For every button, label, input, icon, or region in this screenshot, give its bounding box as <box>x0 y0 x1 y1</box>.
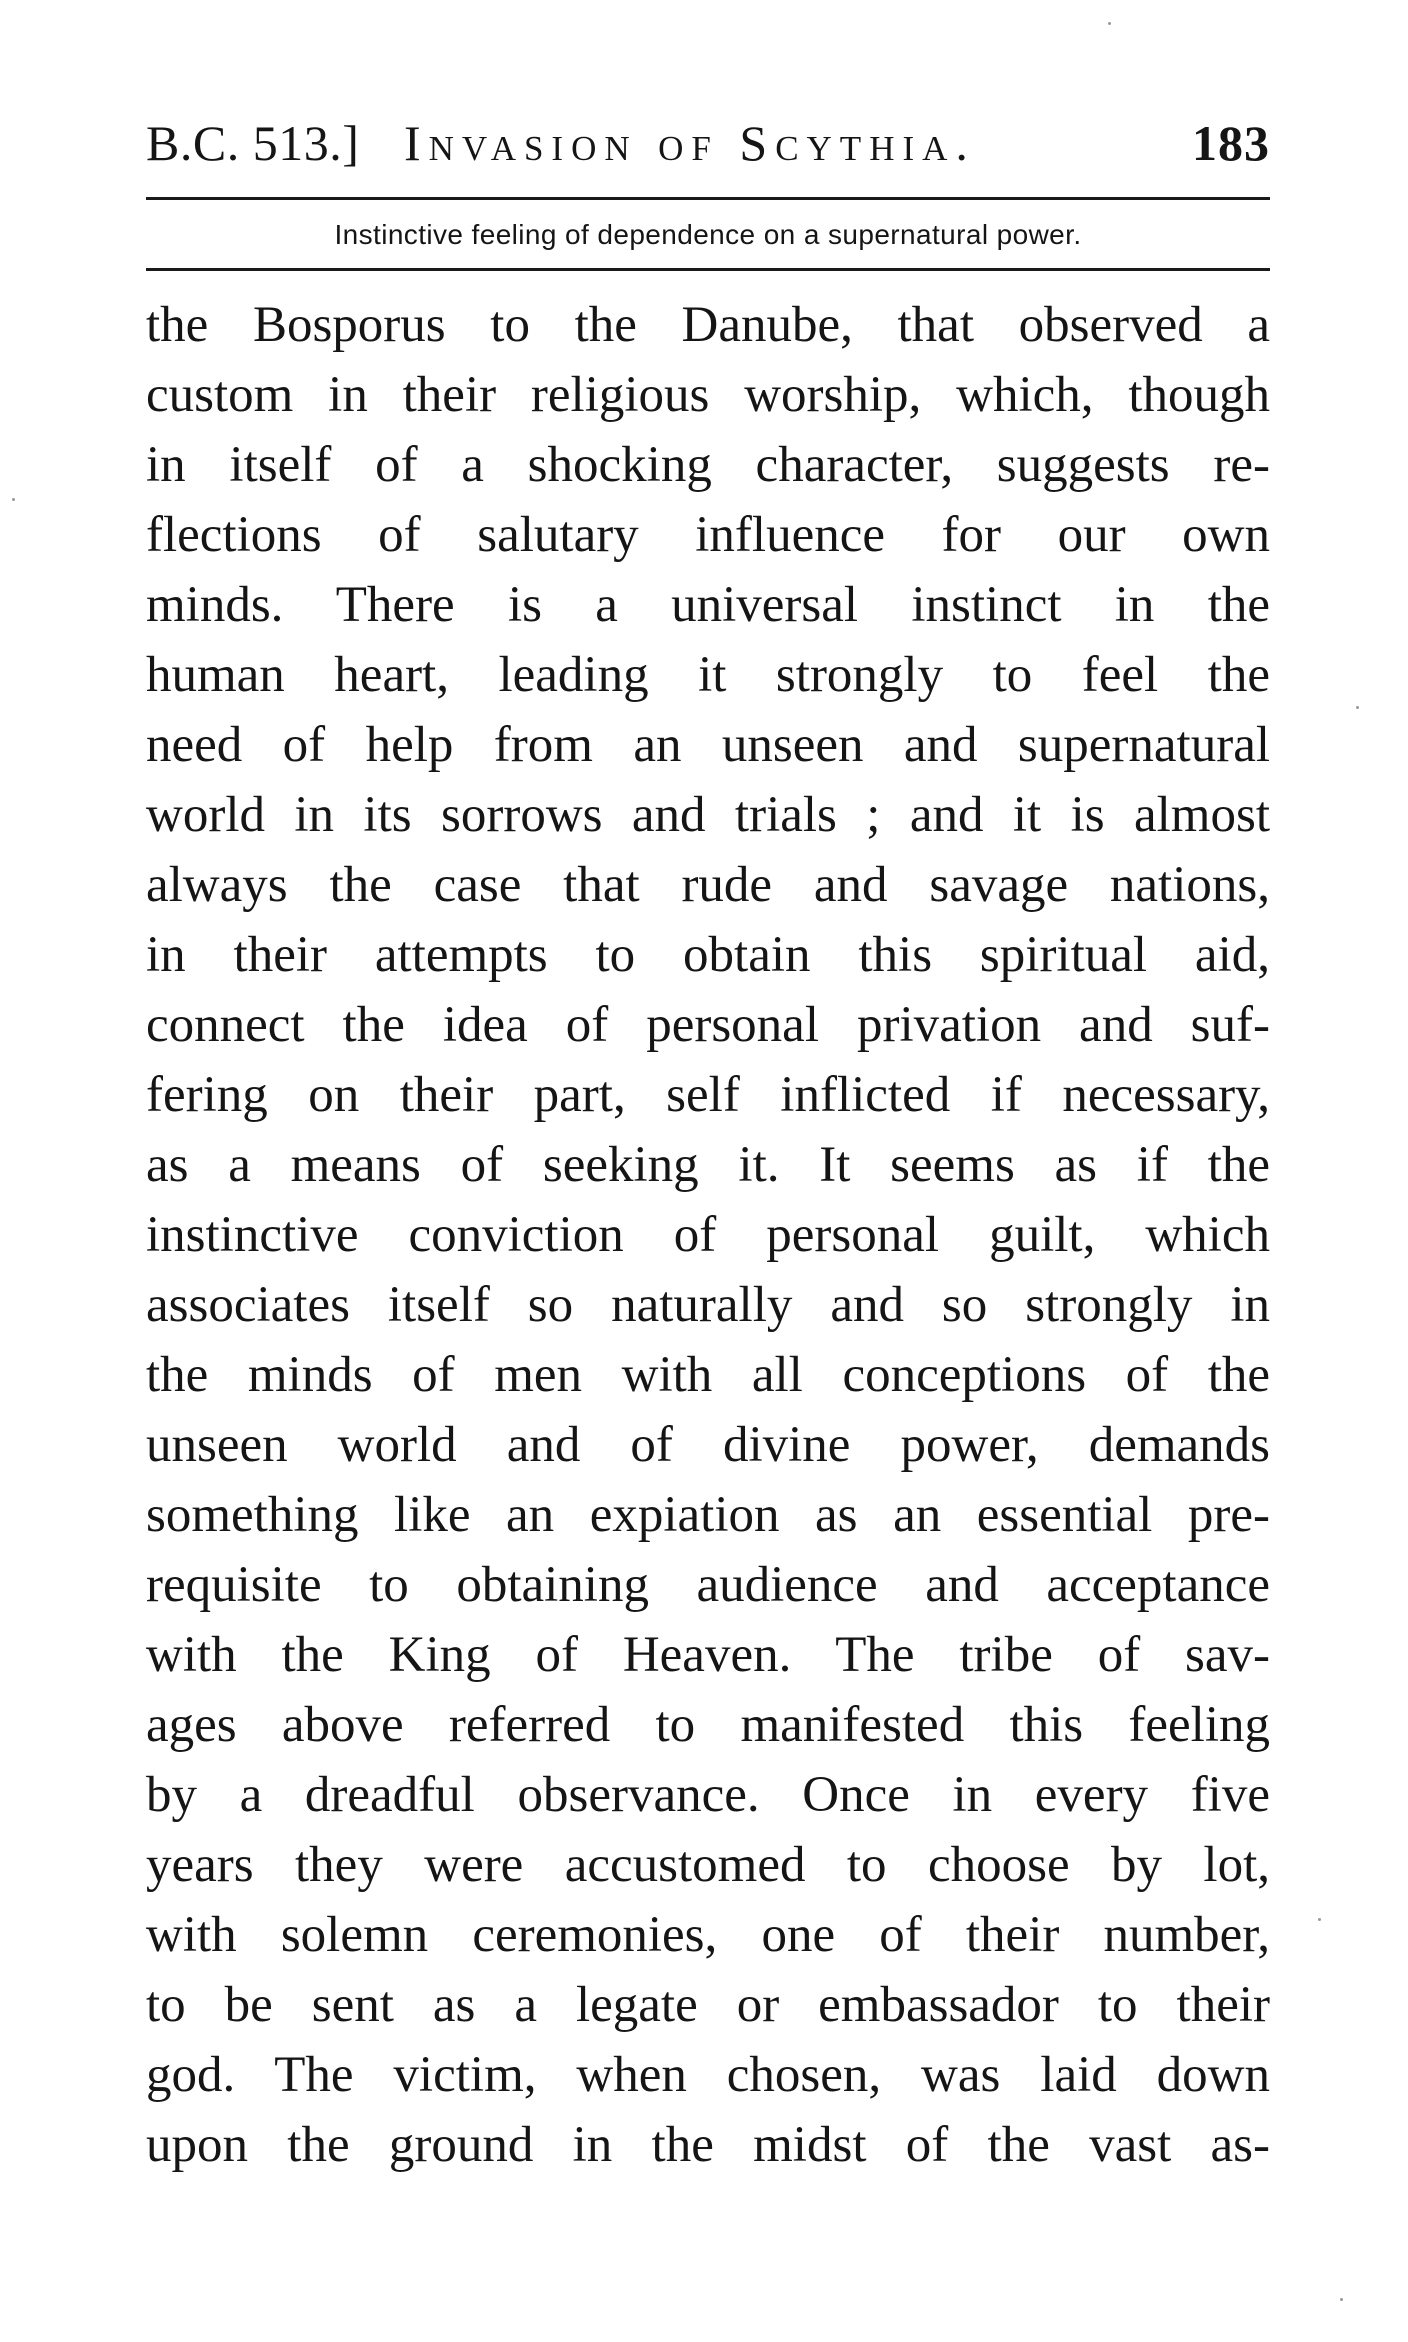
text-line: the minds of men with all conceptions of the <box>146 1347 1270 1403</box>
chapter-title: Invasion of Scythia. <box>404 115 976 171</box>
chapter-date-marker: B.C. 513.] <box>146 115 360 171</box>
text-line: in their attempts to obtain this spiritual aid, <box>146 927 1270 983</box>
text-line: always the case that rude and savage nations, <box>146 857 1270 913</box>
text-line: minds. There is a universal instinct in the <box>146 577 1270 633</box>
header-rule-bottom <box>146 268 1270 271</box>
text-line: world in its sorrows and trials ; and it is almost <box>146 787 1270 843</box>
scan-speck <box>1340 2298 1343 2301</box>
text-line: connect the idea of personal privation and suf- <box>146 997 1270 1053</box>
text-line: years they were accustomed to choose by lot, <box>146 1837 1270 1893</box>
text-line: flections of salutary influence for our own <box>146 507 1270 563</box>
scan-speck <box>1318 1918 1321 1921</box>
text-line: requisite to obtaining audience and acceptance <box>146 1557 1270 1613</box>
text-line: ages above referred to manifested this feeling <box>146 1697 1270 1753</box>
page-number: 183 <box>1192 115 1270 171</box>
text-line: in itself of a shocking character, suggests re- <box>146 437 1270 493</box>
text-line: with the King of Heaven. The tribe of sav- <box>146 1627 1270 1683</box>
scan-speck <box>1108 22 1111 25</box>
text-line: by a dreadful observance. Once in every five <box>146 1767 1270 1823</box>
scan-speck <box>12 498 15 501</box>
text-line: as a means of seeking it. It seems as if the <box>146 1137 1270 1193</box>
marginal-summary: Instinctive feeling of dependence on a supernatural power. <box>334 219 1082 250</box>
text-line: the Bosporus to the Danube, that observed a <box>146 297 1270 353</box>
text-line: unseen world and of divine power, demands <box>146 1417 1270 1473</box>
text-line: something like an expiation as an essential pre- <box>146 1487 1270 1543</box>
scan-speck <box>1356 706 1359 709</box>
text-line: upon the ground in the midst of the vast as- <box>146 2117 1270 2173</box>
text-line: god. The victim, when chosen, was laid down <box>146 2047 1270 2103</box>
text-line: need of help from an unseen and supernatural <box>146 717 1270 773</box>
running-head <box>146 108 1270 178</box>
text-line: fering on their part, self inflicted if necessary, <box>146 1067 1270 1123</box>
text-line: custom in their religious worship, which, though <box>146 367 1270 423</box>
text-line: with solemn ceremonies, one of their number, <box>146 1907 1270 1963</box>
header-rule-top <box>146 197 1270 200</box>
text-line: associates itself so naturally and so strongly in <box>146 1277 1270 1333</box>
text-line: to be sent as a legate or embassador to their <box>146 1977 1270 2033</box>
text-line: instinctive conviction of personal guilt, which <box>146 1207 1270 1263</box>
text-line: human heart, leading it strongly to feel the <box>146 647 1270 703</box>
body-text <box>146 290 1270 2180</box>
